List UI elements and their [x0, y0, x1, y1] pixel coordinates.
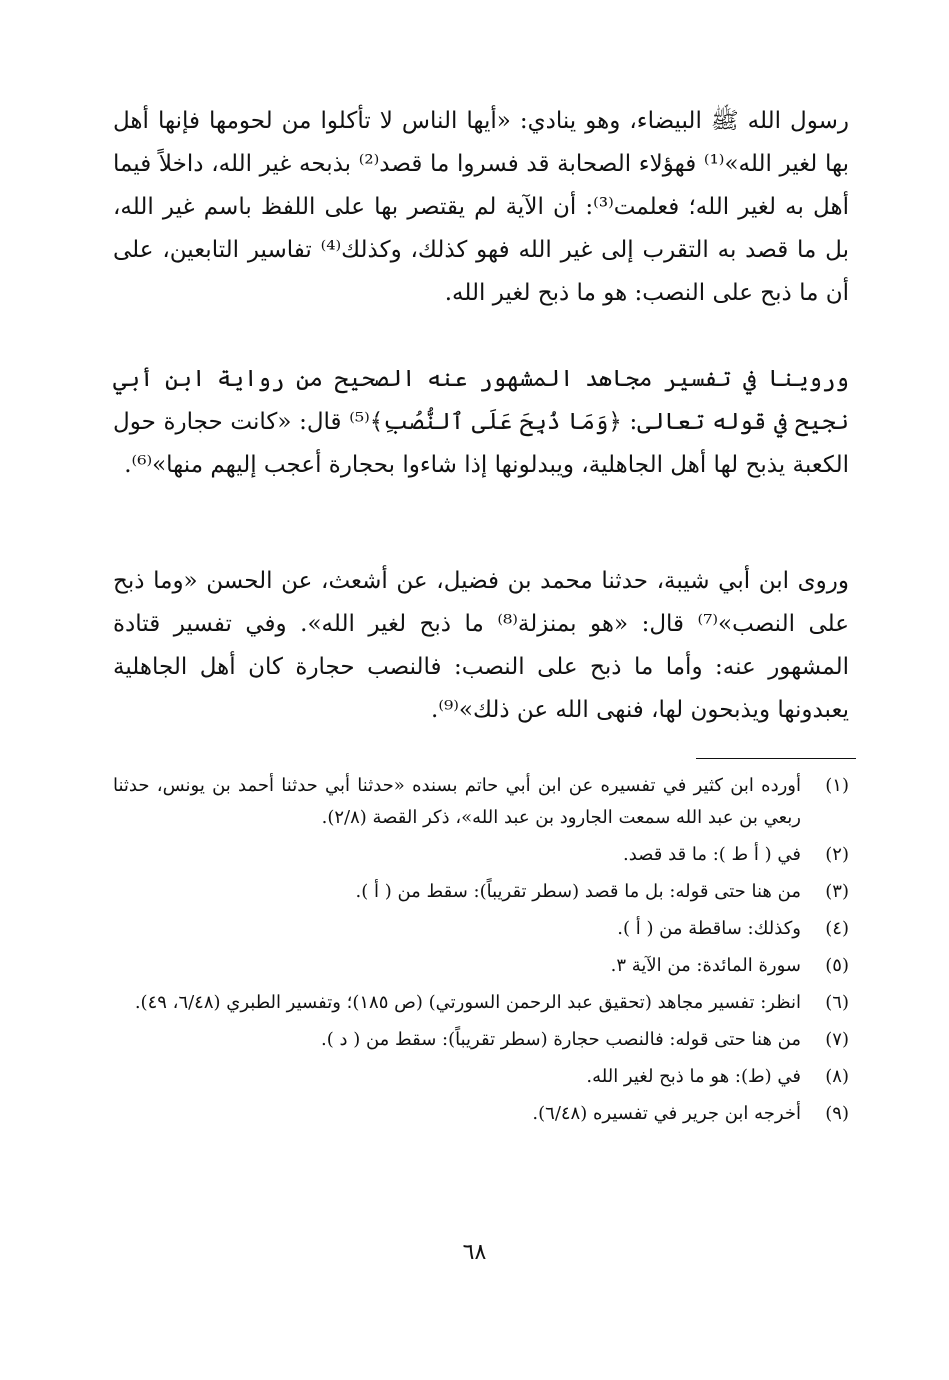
body-paragraph-1: رسول الله ﷺ البيضاء، وهو ينادي: «أيها الناس لا تأكلوا من لحومها فإنها أهل بها لغير الله»⁽¹⁾ فهؤلاء الصحابة قد فسروا ما قصد⁽²⁾ بذبحه غير الله، داخلاً فيما أهل به لغير الله؛ فعلمت⁽³⁾: أن الآية لم يقتصر بها على اللفظ باسم غير الله، بل ما قصد به التقرب إلى غير الله فهو كذلك، وكذلك⁽⁴⁾ تفاسير التابعين، على أن ما ذبح على النصب: هو ما ذبح لغير الله. [113, 108, 849, 306]
footnotes-list [113, 770, 849, 1135]
footnote-text: من هنا حتى قوله: فالنصب حجارة (سطر تقريباً): سقط من ( د ). [321, 1029, 801, 1050]
footnote-text: وكذلك: ساقطة من ( أ ). [617, 918, 801, 939]
footnote-item [113, 1024, 849, 1056]
footnote-text: أخرجه ابن جرير في تفسيره (٦/٤٨). [532, 1103, 801, 1124]
body-paragraph-3: وروى ابن أبي شيبة، حدثنا محمد بن فضيل، عن أشعث، عن الحسن «وما ذبح على النصب»⁽⁷⁾ قال: «هو بمنزلة⁽⁸⁾ ما ذبح لغير الله». وفي تفسير قتادة المشهور عنه: وأما ما ذبح على النصب: فالنصب حجارة كان أهل الجاهلية يعبدونها ويذبحون لها، فنهى الله عن ذلك»⁽⁹⁾. [113, 568, 849, 723]
footnote-text: انظر: تفسير مجاهد (تحقيق عبد الرحمن السورتي) (ص ١٨٥)؛ وتفسير الطبري (٦/٤٨، ٤٩). [134, 992, 801, 1013]
footnote-item [113, 987, 849, 1019]
page-number: ٦٨ [462, 1240, 487, 1265]
footnote-number: (٦) [825, 992, 849, 1013]
footnote-text: سورة المائدة: من الآية ٣. [610, 955, 801, 976]
footnote-text: في ( أ ط ): ما قد قصد. [623, 844, 801, 865]
footnote-number: (٧) [825, 1029, 849, 1050]
footnote-separator [696, 758, 856, 759]
footnote-text: أورده ابن كثير في تفسيره عن ابن أبي حاتم بسنده «حدثنا أبي حدثنا أحمد بن يونس، حدثنا ربعي بن عبد الله سمعت الجارود بن عبد الله»، ذكر القصة (٢/٨). [113, 775, 801, 828]
footnote-item [113, 876, 849, 908]
footnote-item [113, 1098, 849, 1130]
footnote-number: (٨) [825, 1066, 849, 1087]
footnote-number: (٥) [825, 955, 849, 976]
footnote-number: (٣) [825, 881, 849, 902]
footnote-item [113, 1061, 849, 1093]
footnote-text: من هنا حتى قوله: بل ما قصد (سطر تقريباً): سقط من ( أ ). [355, 881, 801, 902]
footnote-number: (٤) [825, 918, 849, 939]
body-paragraph-2: وروينا في تفسير مجاهد المشهور عنه الصحيح من رواية ابن أبي نجيح في قوله تعالى: ﴿وَمَا ذُبِحَ عَلَى ٱلنُّصُبِ﴾⁽⁵⁾ قال: «كانت حجارة حول الكعبة يذبح لها أهل الجاهلية، ويبدلونها إذا شاءوا بحجارة أعجب إليهم منها»⁽⁶⁾. [113, 366, 849, 478]
footnote-text: في (ط): هو ما ذبح لغير الله. [586, 1066, 801, 1087]
footnote-item [113, 770, 849, 834]
footnote-item [113, 950, 849, 982]
footnote-number: (٩) [825, 1103, 849, 1124]
footnote-number: (٢) [825, 844, 849, 865]
footnote-item [113, 913, 849, 945]
footnote-number: (١) [825, 775, 849, 796]
footnote-item [113, 839, 849, 871]
